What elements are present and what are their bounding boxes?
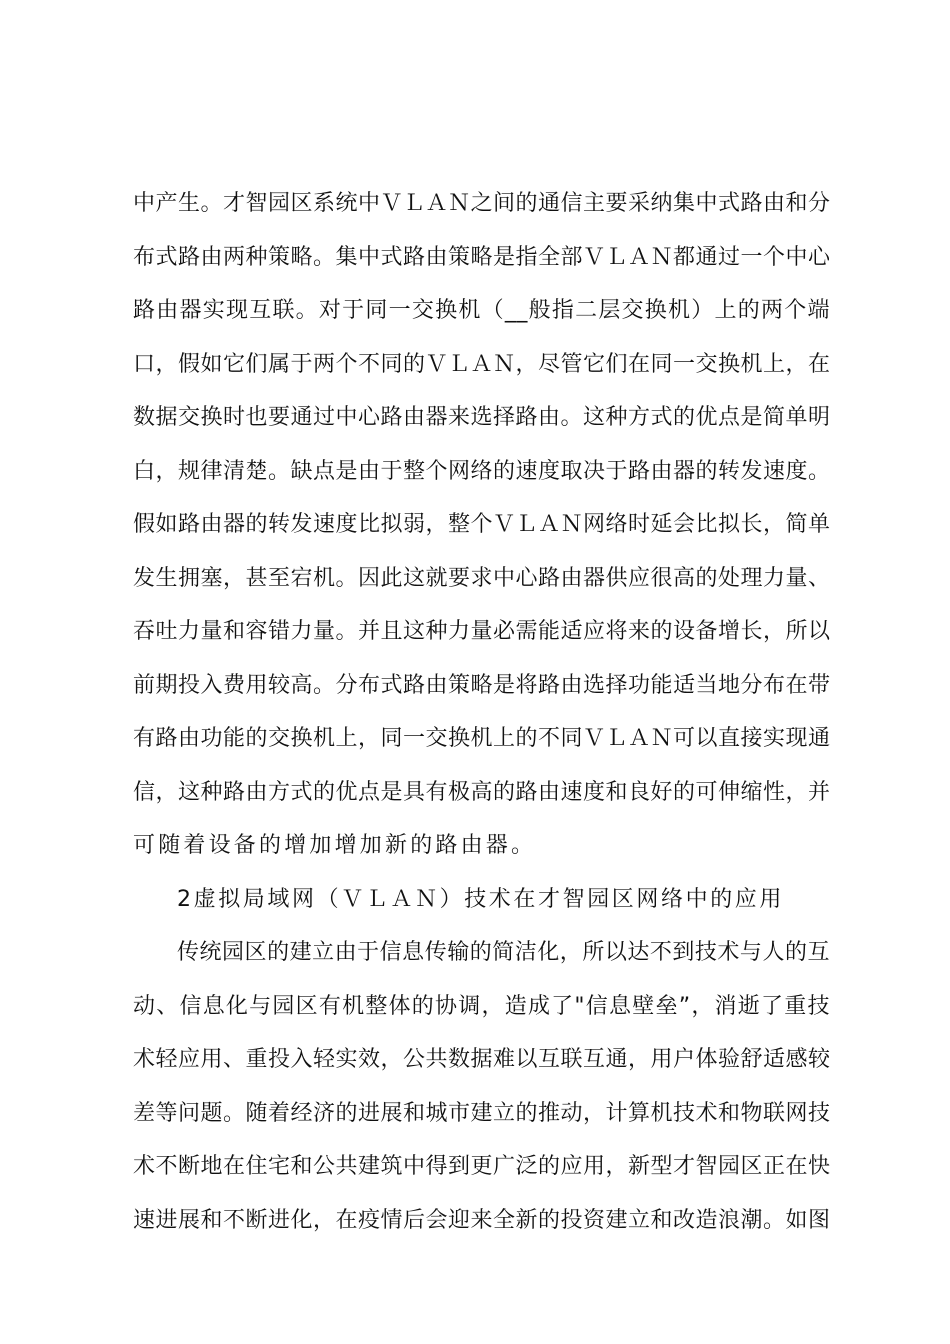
paragraph-2-line-2: 动、信息化与园区有机整体的协调，造成了"信息壁垒”，消逝了重技 xyxy=(133,994,830,1019)
paragraph-1-line-6: 白，规律清楚。缺点是由于整个网络的速度取决于路由器的转发速度。 xyxy=(133,459,831,484)
paragraph-2-line-6: 速进展和不断进化，在疫情后会迎来全新的投资建立和改造浪潮。如图 xyxy=(133,1208,831,1233)
paragraph-1-line-11: 有路由功能的交换机上，同一交换机上的不同ＶＬＡＮ可以直接实现通 xyxy=(133,726,831,751)
paragraph-1-line-7: 假如路由器的转发速度比拟弱，整个ＶＬＡＮ网络时延会比拟长，简单 xyxy=(133,512,831,537)
paragraph-2-line-1: 传统园区的建立由于信息传输的简洁化，所以达不到技术与人的互 xyxy=(177,940,830,965)
paragraph-1-line-8: 发生拥塞，甚至宕机。因此这就要求中心路由器供应很高的处理力量、 xyxy=(133,566,831,591)
paragraph-1-line-5: 数据交换时也要通过中心路由器来选择路由。这种方式的优点是简单明 xyxy=(133,405,831,430)
paragraph-1-line-1: 中产生。才智园区系统中ＶＬＡＮ之间的通信主要采纳集中式路由和分 xyxy=(133,191,831,216)
paragraph-2-line-3: 术轻应用、重投入轻实效，公共数据难以互联互通，用户体验舒适感较 xyxy=(133,1047,831,1072)
section-heading: 2虚拟局域网（ＶＬＡＮ）技术在才智园区网络中的应用 xyxy=(177,887,784,912)
paragraph-1-line-2: 布式路由两种策略。集中式路由策略是指全部ＶＬＡＮ都通过一个中心 xyxy=(133,245,831,270)
paragraph-1-line-12: 信，这种路由方式的优点是具有极高的路由速度和良好的可伸缩性，并 xyxy=(133,780,831,805)
paragraph-1-line-4: 口，假如它们属于两个不同的ＶＬＡＮ，尽管它们在同一交换机上，在 xyxy=(133,352,831,377)
paragraph-2-line-5: 术不断地在住宅和公共建筑中得到更广泛的应用，新型才智园区正在快 xyxy=(133,1154,831,1179)
paragraph-2-line-4: 差等问题。随着经济的进展和城市建立的推动，计算机技术和物联网技 xyxy=(133,1101,831,1126)
paragraph-1-line-10: 前期投入费用较高。分布式路由策略是将路由选择功能适当地分布在带 xyxy=(133,673,831,698)
paragraph-1-line-9: 吞吐力量和容错力量。并且这种力量必需能适应将来的设备增长，所以 xyxy=(133,619,831,644)
paragraph-1-line-13: 可随着设备的增加增加新的路由器。 xyxy=(133,833,537,858)
paragraph-1-line-3: 路由器实现互联。对于同一交换机（__般指二层交换机）上的两个端 xyxy=(133,298,830,323)
